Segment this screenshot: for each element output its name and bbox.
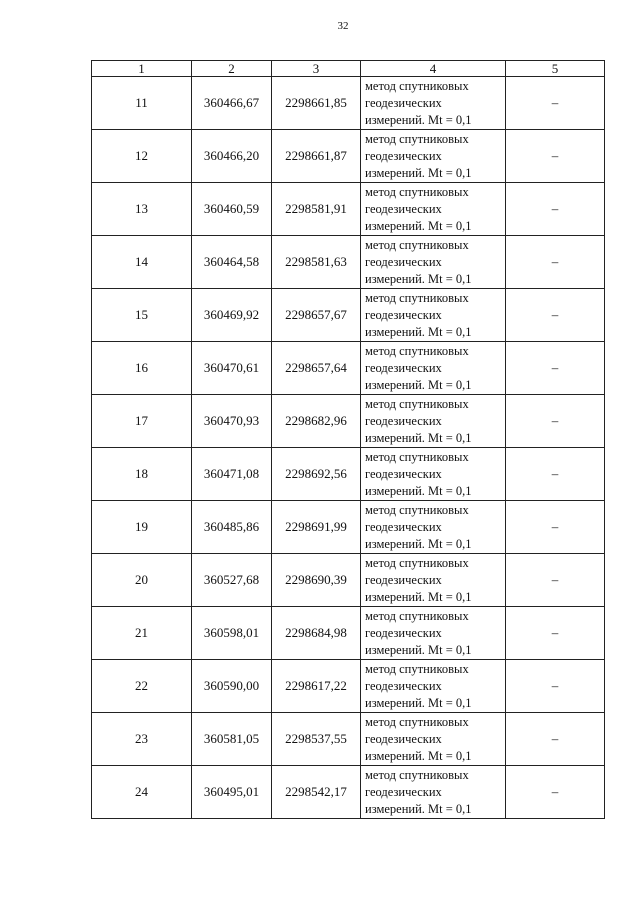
table-row <box>92 607 605 660</box>
coord-x-cell: 360581,05 <box>192 713 272 766</box>
point-number-cell: 20 <box>92 554 192 607</box>
point-number-cell: 16 <box>92 342 192 395</box>
note-cell: – <box>506 660 605 713</box>
method-line: измерений. Mt = 0,1 <box>365 483 472 498</box>
coord-x-cell: 360470,93 <box>192 395 272 448</box>
method-line: измерений. Mt = 0,1 <box>365 642 472 657</box>
point-number-cell: 15 <box>92 289 192 342</box>
coord-y-cell: 2298661,87 <box>272 130 361 183</box>
method-line: метод спутниковых <box>365 555 469 570</box>
coord-y-cell: 2298682,96 <box>272 395 361 448</box>
note-cell: – <box>506 77 605 130</box>
header-col-5: 5 <box>506 61 605 77</box>
note-cell: – <box>506 501 605 554</box>
note-cell: – <box>506 713 605 766</box>
method-line: геодезических <box>365 519 442 534</box>
method-cell <box>361 448 506 501</box>
point-number-cell: 24 <box>92 766 192 819</box>
table-row <box>92 501 605 554</box>
point-number-cell: 21 <box>92 607 192 660</box>
coord-x-cell: 360466,67 <box>192 77 272 130</box>
method-cell <box>361 554 506 607</box>
point-number-cell: 23 <box>92 713 192 766</box>
point-number-cell: 13 <box>92 183 192 236</box>
method-line: измерений. Mt = 0,1 <box>365 377 472 392</box>
table-row <box>92 395 605 448</box>
table-row <box>92 766 605 819</box>
header-col-2: 2 <box>192 61 272 77</box>
table-row <box>92 448 605 501</box>
method-cell <box>361 395 506 448</box>
method-line: метод спутниковых <box>365 290 469 305</box>
coord-x-cell: 360590,00 <box>192 660 272 713</box>
method-cell <box>361 236 506 289</box>
method-line: измерений. Mt = 0,1 <box>365 324 472 339</box>
coord-x-cell: 360464,58 <box>192 236 272 289</box>
method-line: метод спутниковых <box>365 78 469 93</box>
method-line: геодезических <box>365 307 442 322</box>
coord-y-cell: 2298542,17 <box>272 766 361 819</box>
method-cell <box>361 660 506 713</box>
note-cell: – <box>506 766 605 819</box>
method-line: измерений. Mt = 0,1 <box>365 218 472 233</box>
method-line: метод спутниковых <box>365 608 469 623</box>
table-row <box>92 236 605 289</box>
method-line: измерений. Mt = 0,1 <box>365 536 472 551</box>
header-col-4: 4 <box>361 61 506 77</box>
method-cell <box>361 289 506 342</box>
method-line: метод спутниковых <box>365 502 469 517</box>
coord-x-cell: 360598,01 <box>192 607 272 660</box>
method-cell <box>361 77 506 130</box>
method-line: метод спутниковых <box>365 661 469 676</box>
coord-y-cell: 2298684,98 <box>272 607 361 660</box>
method-line: метод спутниковых <box>365 449 469 464</box>
coord-x-cell: 360470,61 <box>192 342 272 395</box>
method-line: геодезических <box>365 360 442 375</box>
method-line: геодезических <box>365 572 442 587</box>
header-col-3: 3 <box>272 61 361 77</box>
coord-y-cell: 2298661,85 <box>272 77 361 130</box>
method-line: измерений. Mt = 0,1 <box>365 801 472 816</box>
note-cell: – <box>506 342 605 395</box>
method-line: измерений. Mt = 0,1 <box>365 695 472 710</box>
coord-y-cell: 2298691,99 <box>272 501 361 554</box>
method-cell <box>361 183 506 236</box>
method-cell <box>361 607 506 660</box>
method-line: измерений. Mt = 0,1 <box>365 589 472 604</box>
coord-y-cell: 2298690,39 <box>272 554 361 607</box>
table-row <box>92 660 605 713</box>
method-cell <box>361 130 506 183</box>
method-line: метод спутниковых <box>365 714 469 729</box>
table-row <box>92 183 605 236</box>
page-number: 32 <box>337 20 349 32</box>
note-cell: – <box>506 448 605 501</box>
coord-x-cell: 360527,68 <box>192 554 272 607</box>
coord-y-cell: 2298537,55 <box>272 713 361 766</box>
point-number-cell: 19 <box>92 501 192 554</box>
table-row <box>92 342 605 395</box>
coord-x-cell: 360469,92 <box>192 289 272 342</box>
method-line: геодезических <box>365 148 442 163</box>
method-line: измерений. Mt = 0,1 <box>365 271 472 286</box>
header-col-1: 1 <box>92 61 192 77</box>
coordinates-table <box>91 60 605 819</box>
coord-x-cell: 360460,59 <box>192 183 272 236</box>
method-line: геодезических <box>365 731 442 746</box>
point-number-cell: 11 <box>92 77 192 130</box>
method-line: метод спутниковых <box>365 767 469 782</box>
coord-y-cell: 2298581,63 <box>272 236 361 289</box>
method-line: геодезических <box>365 466 442 481</box>
point-number-cell: 14 <box>92 236 192 289</box>
coord-x-cell: 360485,86 <box>192 501 272 554</box>
point-number-cell: 18 <box>92 448 192 501</box>
coord-y-cell: 2298657,67 <box>272 289 361 342</box>
method-line: метод спутниковых <box>365 131 469 146</box>
method-line: метод спутниковых <box>365 237 469 252</box>
table-header-row <box>92 61 605 77</box>
point-number-cell: 12 <box>92 130 192 183</box>
coord-y-cell: 2298657,64 <box>272 342 361 395</box>
method-line: метод спутниковых <box>365 184 469 199</box>
note-cell: – <box>506 130 605 183</box>
method-cell <box>361 501 506 554</box>
method-line: метод спутниковых <box>365 396 469 411</box>
note-cell: – <box>506 236 605 289</box>
method-line: измерений. Mt = 0,1 <box>365 430 472 445</box>
note-cell: – <box>506 395 605 448</box>
coord-y-cell: 2298692,56 <box>272 448 361 501</box>
coord-y-cell: 2298581,91 <box>272 183 361 236</box>
table-row <box>92 713 605 766</box>
method-line: измерений. Mt = 0,1 <box>365 112 472 127</box>
coord-y-cell: 2298617,22 <box>272 660 361 713</box>
method-line: измерений. Mt = 0,1 <box>365 748 472 763</box>
method-cell <box>361 713 506 766</box>
coord-x-cell: 360495,01 <box>192 766 272 819</box>
note-cell: – <box>506 554 605 607</box>
method-cell <box>361 766 506 819</box>
method-line: измерений. Mt = 0,1 <box>365 165 472 180</box>
table-row <box>92 289 605 342</box>
point-number-cell: 22 <box>92 660 192 713</box>
note-cell: – <box>506 183 605 236</box>
method-line: геодезических <box>365 678 442 693</box>
note-cell: – <box>506 289 605 342</box>
method-line: геодезических <box>365 95 442 110</box>
method-line: геодезических <box>365 201 442 216</box>
table-row <box>92 130 605 183</box>
table-body <box>92 77 605 819</box>
method-line: геодезических <box>365 625 442 640</box>
note-cell: – <box>506 607 605 660</box>
point-number-cell: 17 <box>92 395 192 448</box>
coord-x-cell: 360471,08 <box>192 448 272 501</box>
method-line: геодезических <box>365 784 442 799</box>
method-line: метод спутниковых <box>365 343 469 358</box>
coord-x-cell: 360466,20 <box>192 130 272 183</box>
table-row <box>92 554 605 607</box>
table-row <box>92 77 605 130</box>
method-line: геодезических <box>365 413 442 428</box>
method-cell <box>361 342 506 395</box>
method-line: геодезических <box>365 254 442 269</box>
